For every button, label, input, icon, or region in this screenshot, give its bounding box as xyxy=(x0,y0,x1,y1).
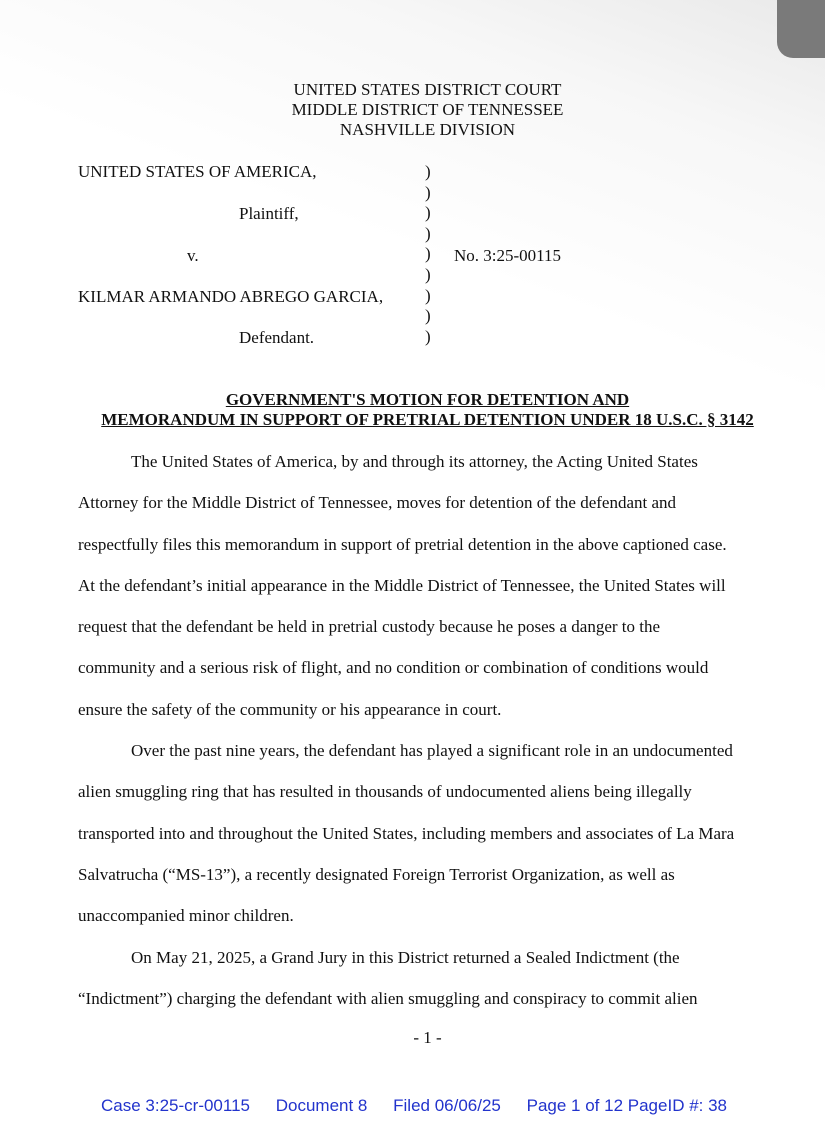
paragraph-line: On May 21, 2025, a Grand Jury in this District returned a Sealed Indictment (the xyxy=(131,947,680,967)
paragraph-line: request that the defendant be held in pretrial custody because he poses a danger to the xyxy=(78,617,661,637)
caption-paren: ) xyxy=(425,306,431,326)
paragraph-line: Salvatrucha (“MS-13”), a recently designated Foreign Terrorist Organization, as well as xyxy=(78,864,675,884)
footer-page-info: Page 1 of 12 PageID #: 38 xyxy=(526,1096,727,1115)
court-district: MIDDLE DISTRICT OF TENNESSEE xyxy=(291,100,564,119)
court-name: UNITED STATES DISTRICT COURT xyxy=(293,80,562,99)
caption-paren: ) xyxy=(425,203,431,223)
paragraph-line: alien smuggling ring that has resulted in thousands of undocumented aliens being illegally xyxy=(78,782,692,802)
caption-paren: ) xyxy=(425,223,431,243)
paragraph-line: Over the past nine years, the defendant has played a significant role in an undocumented xyxy=(131,741,733,761)
caption-paren: ) xyxy=(425,162,431,181)
paragraph-line: “Indictment”) charging the defendant with alien smuggling and conspiracy to commit alien xyxy=(78,988,698,1008)
paragraph-line: respectfully files this memorandum in support of pretrial detention in the above captioned case. xyxy=(78,534,727,554)
caption-paren: ) xyxy=(425,244,431,264)
caption-parentheses xyxy=(425,162,431,347)
paragraph-line: ensure the safety of the community or his appearance in court. xyxy=(78,699,502,719)
motion-title xyxy=(0,390,825,430)
corner-tab xyxy=(777,0,825,58)
paragraph-line: transported into and throughout the United States, including members and associates of La Mara xyxy=(78,823,735,843)
defendant-name: KILMAR ARMANDO ABREGO GARCIA, xyxy=(78,287,384,306)
paragraph-line: unaccompanied minor children. xyxy=(78,906,294,926)
versus-label: v. xyxy=(187,246,199,265)
court-header xyxy=(0,80,825,140)
paragraph-line: The United States of America, by and through its attorney, the Acting United States xyxy=(131,452,698,471)
caption-paren: ) xyxy=(425,285,431,305)
plaintiff-name: UNITED STATES OF AMERICA, xyxy=(78,162,317,181)
ecf-footer xyxy=(101,1096,748,1116)
caption-paren: ) xyxy=(425,264,431,284)
motion-title-line: MEMORANDUM IN SUPPORT OF PRETRIAL DETENTION UNDER 18 U.S.C. § 3142 xyxy=(101,410,754,429)
paragraph-line: community and a serious risk of flight, and no condition or combination of conditions would xyxy=(78,658,709,678)
paragraph-line: Attorney for the Middle District of Tennessee, moves for detention of the defendant and xyxy=(78,493,677,513)
court-division: NASHVILLE DIVISION xyxy=(339,120,516,139)
motion-title-line: GOVERNMENT'S MOTION FOR DETENTION AND xyxy=(225,390,630,409)
page-number: - 1 - xyxy=(413,1028,442,1047)
defendant-role: Defendant. xyxy=(239,328,315,347)
paragraph-1 xyxy=(78,441,778,1019)
footer-filed-date: Filed 06/06/25 xyxy=(393,1096,501,1115)
footer-document-number: Document 8 xyxy=(275,1096,368,1115)
paragraph-line: At the defendant’s initial appearance in the Middle District of Tennessee, the United States will xyxy=(78,575,726,595)
caption-paren: ) xyxy=(425,182,431,202)
plaintiff-role: Plaintiff, xyxy=(239,204,299,223)
footer-case-number: Case 3:25-cr-00115 xyxy=(101,1096,250,1115)
caption-paren: ) xyxy=(425,326,431,346)
case-number: No. 3:25-00115 xyxy=(454,246,562,265)
